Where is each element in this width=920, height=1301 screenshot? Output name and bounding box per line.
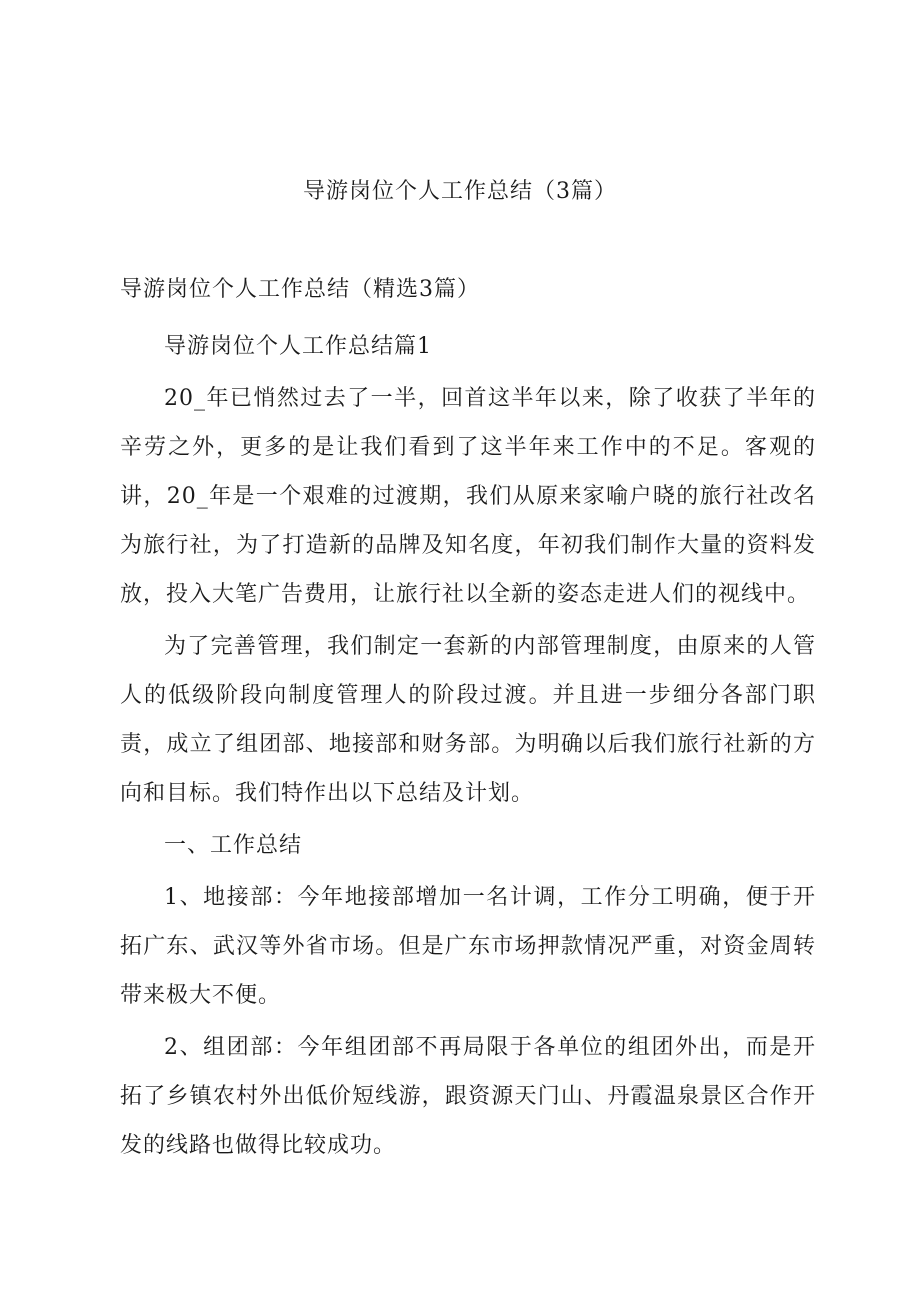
paragraph: 2、组团部：今年组团部不再局限于各单位的组团外出，而是开拓了乡镇农村外出低价短线游，跟资源天门山、丹霞温泉景区合作开发的线路也做得比较成功。	[120, 1035, 816, 1158]
document-title: 导游岗位个人工作总结（3篇）	[303, 179, 617, 204]
document-body	[120, 322, 816, 1170]
document-subtitle: 导游岗位个人工作总结（精选3篇）	[120, 277, 480, 302]
paragraph: 为了完善管理，我们制定一套新的内部管理制度，由原来的人管人的低级阶段向制度管理人的阶段过渡。并且进一步细分各部门职责，成立了组团部、地接部和财务部。为明确以后我们旅行社新的方向和目标。我们特作出以下总结及计划。	[120, 634, 816, 806]
paragraph: 20_年已悄然过去了一半，回首这半年以来，除了收获了半年的辛劳之外，更多的是让我们看到了这半年来工作中的不足。客观的讲，20_年是一个艰难的过渡期，我们从原来家喻户晓的旅行社改名为旅行社，为了打造新的品牌及知名度，年初我们制作大量的资料发放，投入大笔广告费用，让旅行社以全新的姿态走进人们的视线中。	[120, 386, 816, 607]
paragraph: 1、地接部：今年地接部增加一名计调，工作分工明确，便于开拓广东、武汉等外省市场。但是广东市场押款情况严重，对资金周转带来极大不便。	[120, 885, 816, 1008]
section-heading: 一、工作总结	[164, 833, 303, 858]
section-heading: 导游岗位个人工作总结篇1	[164, 334, 432, 359]
